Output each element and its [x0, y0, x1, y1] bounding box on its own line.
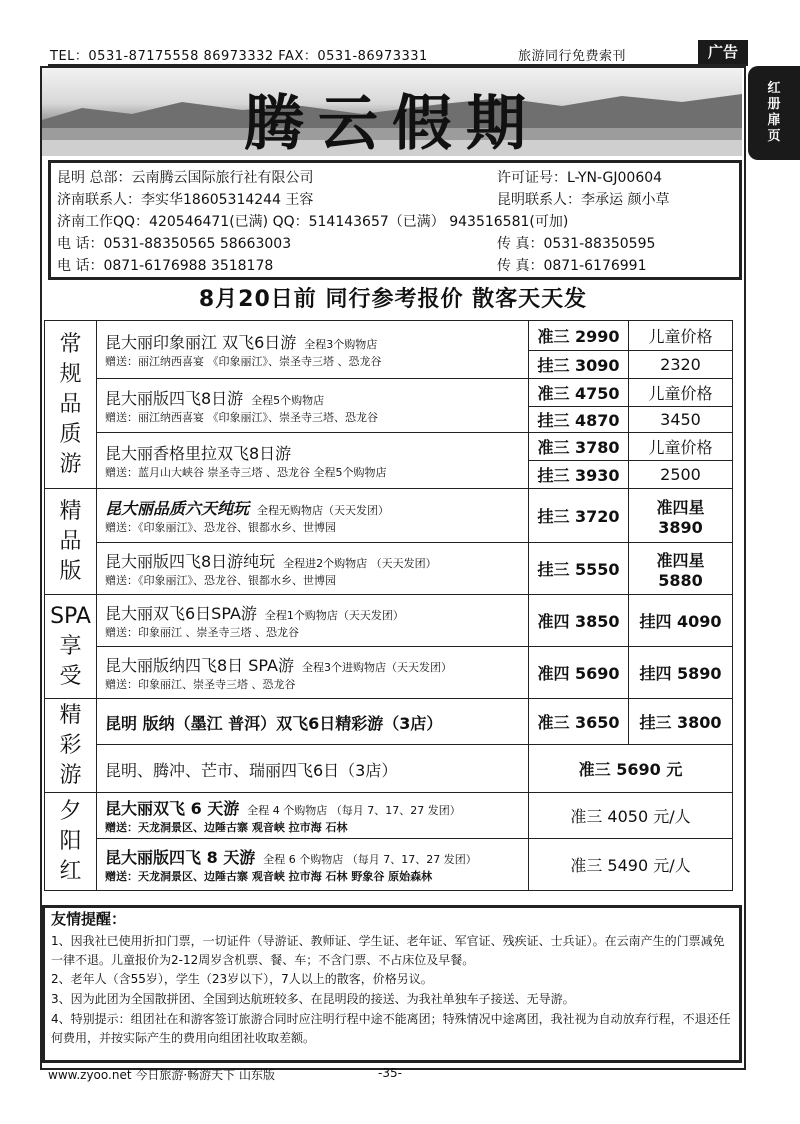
- side-tab-char: 扉: [767, 113, 781, 128]
- tour-name: 昆大丽版四飞 8 天游 全程 6 个购物店 （每月 7、17、27 发团）: [105, 848, 477, 867]
- tour-cell: [97, 839, 529, 891]
- tour-gift: 赠送：天龙洞景区、边陲古寨 观音峡 拉市海 石林 野象谷 原始森林: [105, 870, 433, 883]
- price-cell: [629, 543, 733, 595]
- tour-name: 昆大丽版四飞8日游 全程5个购物店: [105, 389, 325, 408]
- tour-cell: [97, 379, 529, 433]
- category-label: [45, 595, 97, 699]
- category-char: 享: [59, 633, 82, 659]
- category-char: 游: [59, 451, 82, 477]
- child-price: 3450: [629, 407, 733, 433]
- category-char: 精: [59, 498, 82, 524]
- company-info-box: [48, 160, 742, 280]
- tour-name: 昆大丽印象丽江 双飞6日游 全程3个购物店: [105, 333, 378, 352]
- tour-cell: [97, 699, 529, 745]
- side-tab-char: 红: [767, 81, 781, 96]
- side-tab-char: 册: [767, 97, 781, 112]
- tour-name: 昆大丽版四飞8日游纯玩 全程进2个购物店 （天天发团）: [105, 552, 437, 571]
- category-label: [45, 321, 97, 489]
- ad-tag: 广告: [698, 40, 748, 64]
- tour-gift: 赠送：蓝月山大峡谷 崇圣寺三塔 、恐龙谷 全程5个购物店: [105, 466, 387, 479]
- fax-line-1: 传 真：0531-88350595: [497, 236, 656, 252]
- brand-title: 腾云假期: [244, 89, 540, 156]
- tour-cell: [97, 321, 529, 379]
- category-char: 彩: [59, 732, 82, 758]
- price-cell: 准三 2990: [529, 321, 629, 351]
- page-footer: [48, 1066, 748, 1084]
- tour-cell: [97, 793, 529, 839]
- price-cell: 挂三 4870: [529, 407, 629, 433]
- price-cell: 准三 4050 元/人: [529, 793, 733, 839]
- friendly-reminder-box: [42, 905, 742, 1063]
- qq-line: 济南工作QQ：420546471(已满) QQ：514143657（已满） 943516581(可加): [57, 214, 569, 230]
- tour-name: 昆大丽版纳四飞8日 SPA游 全程3个进购物店（天天发团）: [105, 656, 452, 675]
- category-label: [45, 793, 97, 891]
- price-value: 3890: [658, 517, 703, 537]
- page-number: -35-: [378, 1066, 402, 1080]
- tour-name: 昆大丽双飞 6 天游 全程 4 个购物店 （每月 7、17、27 发团）: [105, 799, 461, 818]
- category-char: 品: [59, 528, 82, 554]
- price-cell: 准三 4750: [529, 379, 629, 407]
- price-label: 准四星: [656, 497, 705, 517]
- category-char: 版: [59, 558, 82, 584]
- child-price-label: 儿童价格: [629, 379, 733, 407]
- reminder-item: 2、老年人（含55岁），学生（23岁以下），7人以上的散客，价格另议。: [51, 972, 433, 986]
- hq-line: 昆明 总部：云南腾云国际旅行社有限公司: [57, 170, 314, 186]
- child-price-label: 儿童价格: [629, 433, 733, 461]
- price-cell: 挂四 5890: [629, 647, 733, 699]
- tour-gift: 赠送：《印象丽江》、恐龙谷、银都水乡、世博园: [105, 574, 336, 587]
- footer-site: www.zyoo.net 今日旅游·畅游天下 山东版: [48, 1068, 275, 1082]
- category-char: 品: [59, 391, 82, 417]
- tour-name: 昆大丽香格里拉双飞8日游: [105, 444, 292, 463]
- contact-numbers: TEL：0531-87175558 86973332 FAX：0531-86973331: [50, 49, 428, 64]
- reminder-item: 4、特别提示：组团社在和游客签订旅游合同时应注明行程中途不能离团；特殊情况中途离团，我社视为自动放弃行程，不退还任何费用，并按实际产生的费用向组团社收取差额。: [51, 1012, 731, 1045]
- tour-name: 昆明、腾冲、芒市、瑞丽四飞6日（3店）: [105, 761, 398, 780]
- side-tab-char: 页: [767, 129, 781, 144]
- category-char: 受: [59, 663, 82, 689]
- tour-name: 昆大丽品质六天纯玩 全程无购物店（天天发团）: [105, 499, 390, 518]
- license-line: 许可证号：L-YN-GJ00604: [497, 170, 663, 186]
- child-price: 2500: [629, 461, 733, 489]
- jinan-contact: 济南联系人：李实华18605314244 王容: [57, 192, 314, 208]
- price-cell: 准三 5490 元/人: [529, 839, 733, 891]
- category-label: [45, 489, 97, 595]
- reminder-item: 3、因为此团为全国散拼团、全国到达航班较多、在昆明段的接送、为我社单独车子接送、无导游。: [51, 992, 575, 1006]
- tour-gift: 赠送：丽江纳西喜宴 《印象丽江》、崇圣寺三塔 、恐龙谷: [105, 355, 382, 368]
- tour-gift: 赠送：印象丽江 、崇圣寺三塔 、恐龙谷: [105, 626, 299, 639]
- brand-banner: [42, 68, 742, 156]
- tour-cell: [97, 595, 529, 647]
- price-cell: 挂三 5550: [529, 543, 629, 595]
- category-char: 规: [59, 361, 82, 387]
- price-headline: 8月20日前 同行参考报价 散客天天发: [198, 287, 588, 312]
- price-cell: 挂三 3720: [529, 489, 629, 543]
- reminder-title: 友情提醒：: [51, 910, 127, 928]
- tour-gift: 赠送：丽江纳西喜宴 《印象丽江》、崇圣寺三塔、恐龙谷: [105, 411, 378, 424]
- tel-line-2: 电 话：0871-6176988 3518178: [57, 258, 274, 274]
- tour-name: 昆明 版纳（墨江 普洱）双飞6日精彩游（3店）: [105, 714, 443, 733]
- fax-line-2: 传 真：0871-6176991: [497, 258, 647, 274]
- price-cell: 准四 3850: [529, 595, 629, 647]
- category-char: 阳: [59, 828, 82, 854]
- child-price-label: 儿童价格: [629, 321, 733, 351]
- price-cell: 挂三 3090: [529, 351, 629, 379]
- category-label: [45, 699, 97, 793]
- tour-cell: [97, 433, 529, 489]
- tour-name: 昆大丽双飞6日SPA游 全程1个购物店（天天发团）: [105, 604, 404, 623]
- tour-cell: [97, 489, 529, 543]
- price-cell: [629, 489, 733, 543]
- category-char: SPA: [50, 603, 91, 629]
- free-magazine-label: 旅游同行免费索刊: [518, 49, 627, 64]
- price-label: 准四星: [656, 550, 705, 570]
- price-cell: 准四 5690: [529, 647, 629, 699]
- side-tab: [748, 66, 800, 160]
- tel-line-1: 电 话：0531-88350565 58663003: [57, 236, 292, 252]
- category-char: 夕: [59, 798, 82, 824]
- kunming-contact: 昆明联系人：李承运 颜小草: [497, 192, 670, 208]
- top-contact-bar: [48, 44, 748, 66]
- reminder-item: 1、因我社已使用折扣门票，一切证件（导游证、教师证、学生证、老年证、军官证、残疾证、士兵证）。在云南产生的门票减免一律不退。儿童报价为2-12周岁含机票、餐、车；不含门票、不占床位及早餐。: [51, 934, 725, 967]
- category-char: 精: [59, 702, 82, 728]
- tour-gift: 赠送：天龙洞景区、边陲古寨 观音峡 拉市海 石林: [105, 821, 348, 834]
- price-cell: 准三 3780: [529, 433, 629, 461]
- category-char: 游: [59, 762, 82, 788]
- category-char: 红: [59, 858, 82, 884]
- price-cell: 挂三 3800: [629, 699, 733, 745]
- price-cell: 挂三 3930: [529, 461, 629, 489]
- category-char: 常: [59, 331, 82, 357]
- price-cell: 准三 5690 元: [529, 745, 733, 793]
- tour-cell: [97, 745, 529, 793]
- price-cell: 准三 3650: [529, 699, 629, 745]
- child-price: 2320: [629, 351, 733, 379]
- tour-cell: [97, 647, 529, 699]
- tour-gift: 赠送：《印象丽江》、恐龙谷、银都水乡、世博园: [105, 521, 336, 534]
- category-char: 质: [59, 421, 82, 447]
- tour-gift: 赠送：印象丽江、崇圣寺三塔 、恐龙谷: [105, 678, 296, 691]
- price-table: [44, 320, 733, 891]
- price-cell: 挂四 4090: [629, 595, 733, 647]
- price-value: 5880: [658, 570, 703, 590]
- tour-cell: [97, 543, 529, 595]
